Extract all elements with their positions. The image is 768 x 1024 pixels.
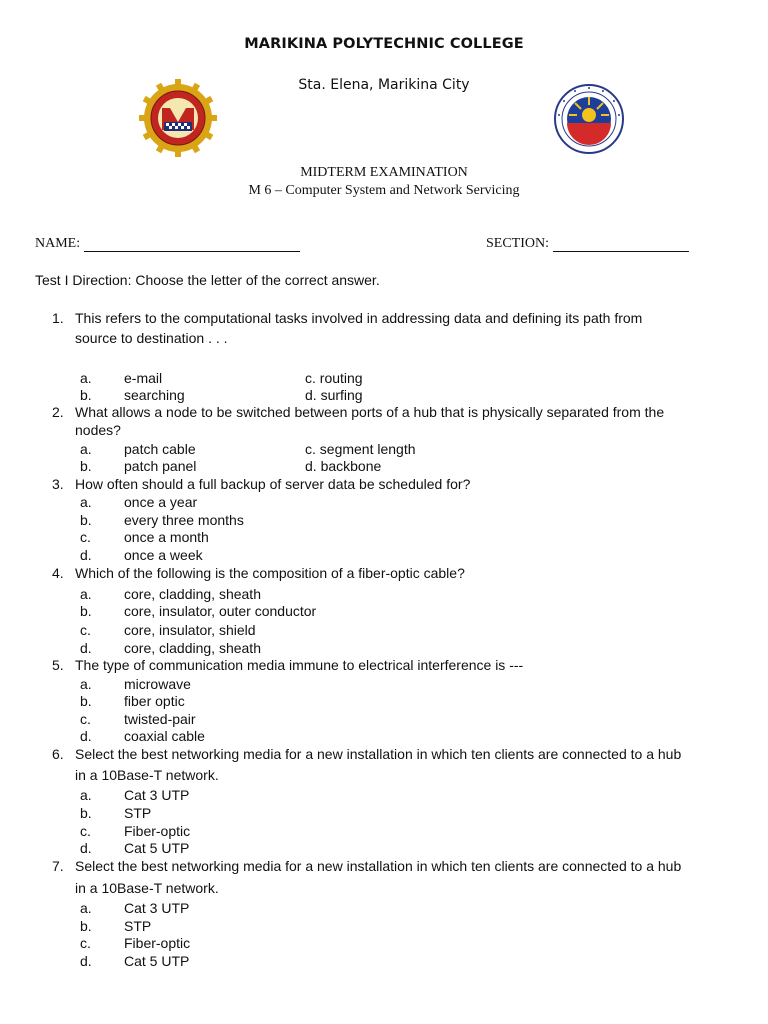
option-letter: b. [80,918,92,934]
option-letter: d. [80,953,92,969]
question-text: source to destination . . . [75,330,228,346]
option-text: core, insulator, shield [124,622,256,638]
option-text: microwave [124,676,191,692]
question-text: nodes? [75,422,121,438]
option-letter: a. [80,900,92,916]
exam-subject: M 6 – Computer System and Network Servicing [248,183,520,198]
question-number: 7. [52,858,64,874]
option-letter: a. [80,586,92,602]
option-text: once a month [124,529,209,545]
question-text: This refers to the computational tasks involved in addressing data and defining its path from [75,310,643,326]
option-text: fiber optic [124,693,185,709]
option-text: core, cladding, sheath [124,586,261,602]
section-field[interactable] [486,236,689,252]
question-text: Select the best networking media for a new installation in which ten clients are connected to a hub [75,858,682,874]
option-text: c. routing [305,370,363,386]
question-text: The type of communication media immune to electrical interference is --- [75,657,524,673]
college-seal-logo [138,78,218,158]
option-letter: b. [80,512,92,528]
option-text: c. segment length [305,441,416,457]
option-text: patch panel [124,458,197,474]
option-letter: d. [80,728,92,744]
question-text: Which of the following is the composition of a fiber-optic cable? [75,565,465,581]
question-text: in a 10Base-T network. [75,880,219,896]
option-letter: d. [80,840,92,856]
college-name: MARIKINA POLYTECHNIC COLLEGE [244,36,524,52]
option-letter: a. [80,787,92,803]
name-blank-line[interactable] [84,237,300,252]
option-text: core, cladding, sheath [124,640,261,656]
question-number: 4. [52,565,64,581]
option-text: Cat 3 UTP [124,787,190,803]
option-letter: c. [80,622,91,638]
section-blank-line[interactable] [553,237,689,252]
option-letter: a. [80,494,92,510]
option-text: coaxial cable [124,728,205,744]
option-text: core, insulator, outer conductor [124,603,317,619]
college-address: Sta. Elena, Marikina City [298,77,470,93]
option-letter: c. [80,823,91,839]
question-text: How often should a full backup of server data be scheduled for? [75,476,471,492]
option-text: searching [124,387,185,403]
section-label: SECTION: [486,236,549,251]
option-letter: b. [80,603,92,619]
option-letter: d. [80,640,92,656]
option-text: every three months [124,512,244,528]
name-label: NAME: [35,236,81,251]
question-number: 6. [52,746,64,762]
option-letter: b. [80,805,92,821]
option-text: Cat 5 UTP [124,840,190,856]
name-field[interactable] [35,236,300,252]
question-text: in a 10Base-T network. [75,767,219,783]
option-text: STP [124,918,152,934]
question-text: Select the best networking media for a new installation in which ten clients are connected to a hub [75,746,682,762]
option-letter: c. [80,935,91,951]
question-number: 3. [52,476,64,492]
test-direction: Test I Direction: Choose the letter of the correct answer. [35,272,380,288]
question-number: 2. [52,404,64,420]
option-letter: b. [80,693,92,709]
option-text: Fiber-optic [124,935,191,951]
option-text: d. surfing [305,387,363,403]
option-text: patch cable [124,441,196,457]
option-text: twisted-pair [124,711,196,727]
question-text: What allows a node to be switched between ports of a hub that is physically separated from the [75,404,665,420]
question-number: 1. [52,310,64,326]
exam-title: MIDTERM EXAMINATION [300,165,468,180]
option-letter: c. [80,529,91,545]
option-text: Fiber-optic [124,823,191,839]
option-letter: b. [80,458,92,474]
option-letter: d. [80,547,92,563]
ched-seal-logo [553,83,625,155]
option-letter: c. [80,711,91,727]
question-number: 5. [52,657,64,673]
option-letter: b. [80,387,92,403]
option-letter: a. [80,370,92,386]
option-text: Cat 5 UTP [124,953,190,969]
option-letter: a. [80,676,92,692]
option-text: e-mail [124,370,163,386]
option-letter: a. [80,441,92,457]
option-text: d. backbone [305,458,382,474]
option-text: once a year [124,494,198,510]
option-text: STP [124,805,152,821]
option-text: once a week [124,547,203,563]
option-text: Cat 3 UTP [124,900,190,916]
